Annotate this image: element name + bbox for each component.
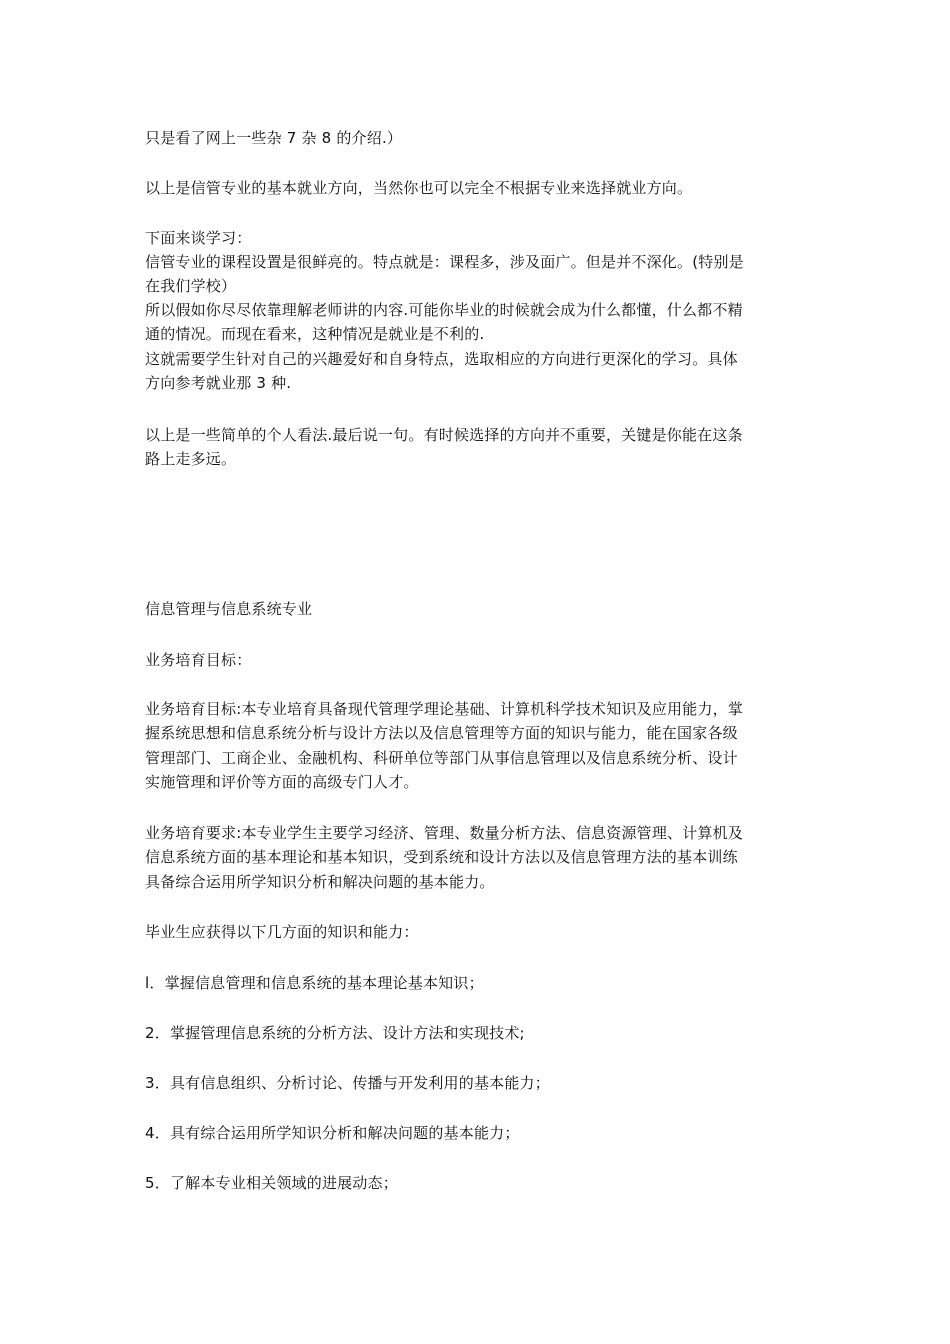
requirement-paragraph-line-3: 具备综合运用所学知识分析和解决问题的基本能力。 xyxy=(145,873,495,891)
ability-item-3: 3．具有信息组织、分析讨论、传播与开发利用的基本能力； xyxy=(145,1074,550,1092)
requirement-paragraph-line-1: 业务培育要求:本专业学生主要学习经济、管理、数量分析方法、信息资源管理、计算机及 xyxy=(145,824,744,842)
ability-item-4: 4．具有综合运用所学知识分析和解决问题的基本能力； xyxy=(145,1124,520,1142)
study-paragraph-2-line-2: 通的情况。而现在看来，这种情况是就业是不利的. xyxy=(145,325,485,343)
study-paragraph-3-line-1: 这就需要学生针对自己的兴趣爱好和自身特点，选取相应的方向进行更深化的学习。具体 xyxy=(145,350,738,368)
ability-item-1: l．掌握信息管理和信息系统的基本理论基本知识； xyxy=(145,974,484,992)
ability-item-2: 2．掌握管理信息系统的分析方法、设计方法和实现技术; xyxy=(145,1024,525,1042)
paragraph-intro-line: 只是看了网上一些杂 7 杂 8 的介绍.） xyxy=(145,129,403,147)
closing-paragraph-line-2: 路上走多远。 xyxy=(145,450,237,468)
closing-paragraph-line-1: 以上是一些简单的个人看法.最后说一句。有时候选择的方向并不重要，关键是你能在这条 xyxy=(145,426,743,444)
goal-paragraph-line-1: 业务培育目标:本专业培育具备现代管理学理论基础、计算机科学技术知识及应用能力，掌 xyxy=(145,700,744,718)
goal-paragraph-line-4: 实施管理和评价等方面的高级专门人才。 xyxy=(145,773,419,791)
goal-paragraph-line-2: 握系统思想和信息系统分析与设计方法以及信息管理等方面的知识与能力，能在国家各级 xyxy=(145,724,738,742)
study-heading: 下面来谈学习： xyxy=(145,229,252,247)
requirement-paragraph-line-2: 信息系统方面的基本理论和基本知识，受到系统和设计方法以及信息管理方法的基本训练 xyxy=(145,848,738,866)
goal-paragraph-line-3: 管理部门、工商企业、金融机构、科研单位等部门从事信息管理以及信息系统分析、设计 xyxy=(145,749,738,767)
ability-item-5: 5．了解本专业相关领域的进展动态； xyxy=(145,1174,398,1192)
goal-heading: 业务培育目标： xyxy=(145,651,252,669)
study-paragraph-3-line-2: 方向参考就业那 3 种. xyxy=(145,374,292,392)
section-title: 信息管理与信息系统专业 xyxy=(145,600,313,618)
abilities-heading: 毕业生应获得以下几方面的知识和能力： xyxy=(145,923,419,941)
study-paragraph-1-line-1: 信管专业的课程设置是很鲜亮的。特点就是：课程多，涉及面广。但是并不深化。(特别是 xyxy=(145,253,744,271)
study-paragraph-2-line-1: 所以假如你尽尽依靠理解老师讲的内容.可能你毕业的时候就会成为什么都懂，什么都不精 xyxy=(145,301,743,319)
study-paragraph-1-line-2: 在我们学校） xyxy=(145,277,237,295)
paragraph-summary-line: 以上是信管专业的基本就业方向，当然你也可以完全不根据专业来选择就业方向。 xyxy=(145,179,693,197)
